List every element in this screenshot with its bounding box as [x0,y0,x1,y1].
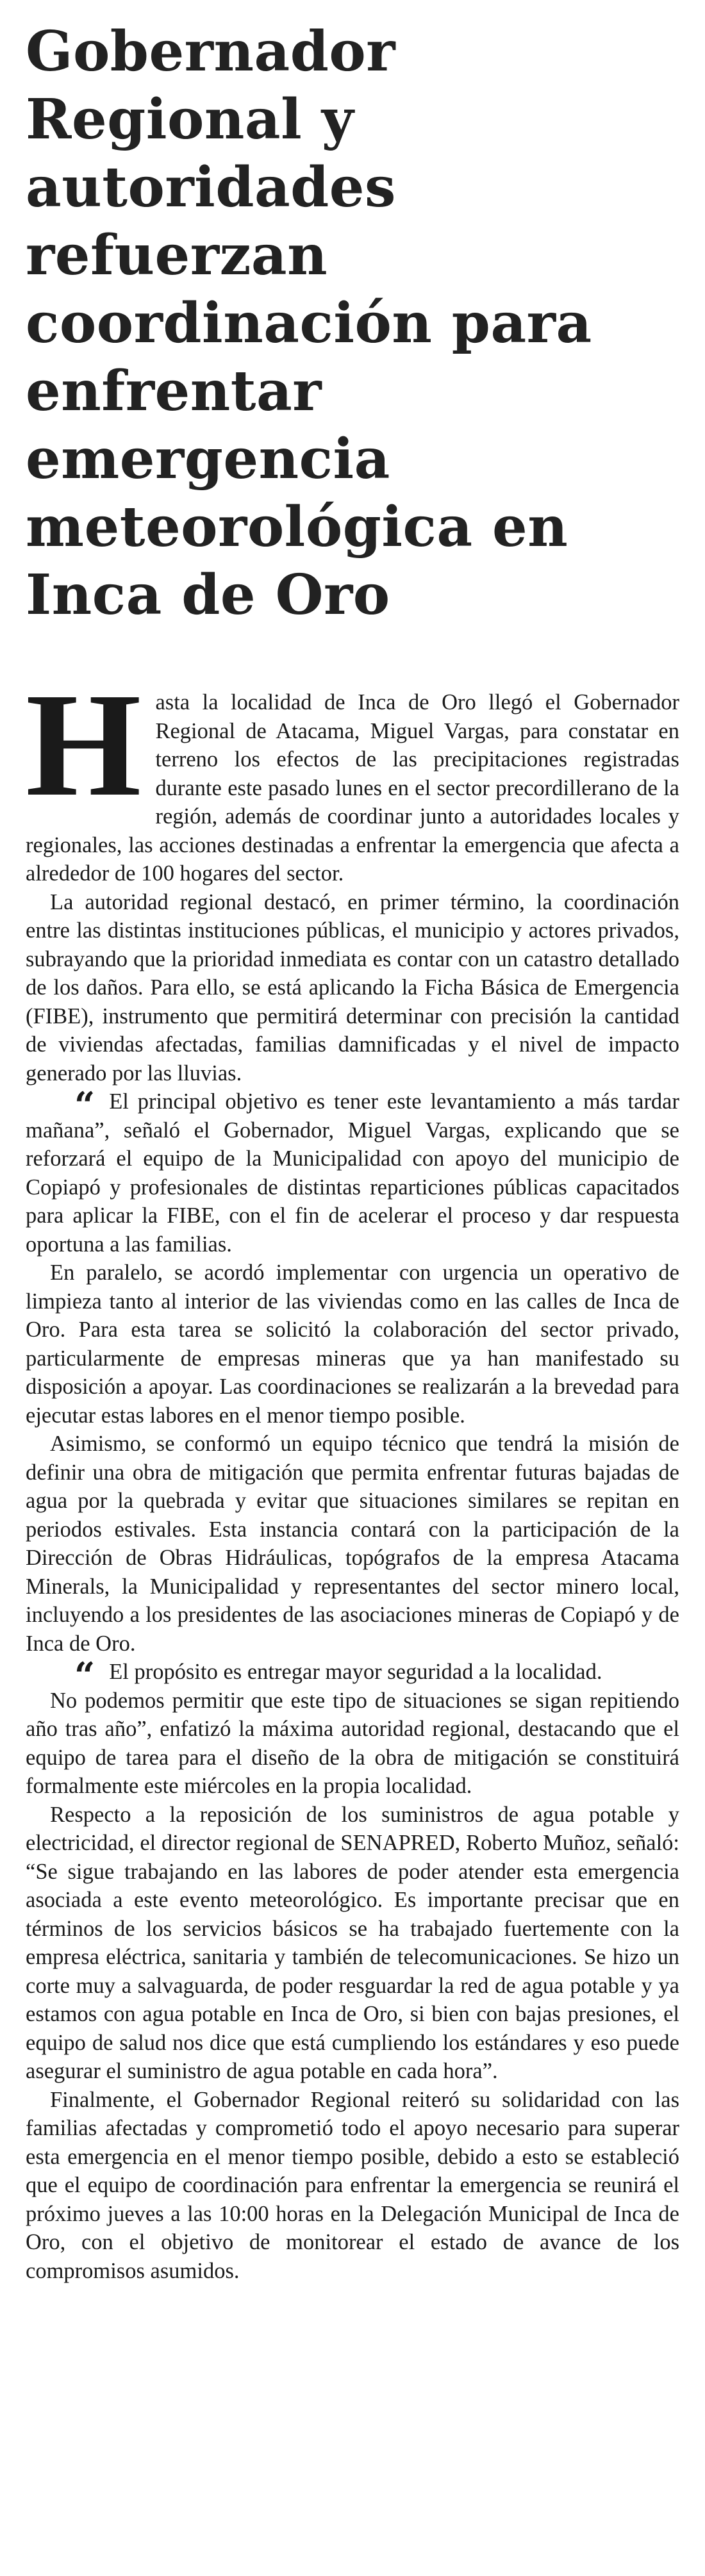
article-paragraph-7: No podemos permitir que este tipo de situaciones se sigan repitiendo año tras año”, enfatizó la máxima autoridad regional, destacando que el equipo de tarea para el diseño de la obra de mitigación se constituirá formalmente este miércoles en la propia localidad. [26,1688,679,1798]
article-paragraph-1 [26,663,679,888]
quote-mark-icon: “ [74,1655,95,1697]
article-headline: Gobernador Regional y autoridades refuerzan coordinación para enfrentar emergencia meteorológica en Inca de Oro [26,19,592,627]
article-paragraph-2: La autoridad regional destacó, en primer término, la coordinación entre las distintas instituciones públicas, el municipio y actores privados, subrayando que la prioridad inmediata es contar con un catastro detallado de los daños. Para ello, se está aplicando la Ficha Básica de Emergencia (FIBE), instrumento que permitirá determinar con precisión la cantidad de viviendas afectadas, familias damnificadas y el nivel de impacto generado por las lluvias. [26,889,679,1086]
article-paragraph-5: Asimismo, se conformó un equipo técnico que tendrá la misión de definir una obra de mitigación que permita enfrentar futuras bajadas de agua por la quebrada y evitar que situaciones similares se repitan en periodos estivales. Esta instancia contará con la participación de la Dirección de Obras Hidráulicas, topógrafos de la empresa Atacama Minerals, la Municipalidad y representantes del sector minero local, incluyendo a los presidentes de las asociaciones mineras de Copiapó y de Inca de Oro. [26,1432,679,1656]
article-body [26,663,679,2285]
paragraph-text: asta la localidad de Inca de Oro llegó el Gobernador Regional de Atacama, Miguel Vargas, para constatar en terreno los efectos de las precipitaciones registradas durante este pasado lunes en el sector precordillerano de la región, además de coordinar junto a autoridades locales y regionales, las acciones destinadas a enfrentar la emergencia que afecta a alrededor de 100 hogares del sector. [26,690,679,886]
quote-mark-icon: “ [74,1084,95,1127]
article-paragraph-3 [26,1084,679,1259]
article-paragraph-4: En paralelo, se acordó implementar con urgencia un operativo de limpieza tanto al interior de las viviendas como en las calles de Inca de Oro. Para esta tarea se solicitó la colaboración del sector privado, particularmente de empresas mineras que ya han manifestado su disposición a apoyar. Las coordinaciones se realizarán a la brevedad para ejecutar estas labores en el menor tiempo posible. [26,1260,679,1428]
drop-cap: H [26,663,142,827]
paragraph-text: El propósito es entregar mayor seguridad a la localidad. [109,1660,602,1684]
article-paragraph-9: Finalmente, el Gobernador Regional reiteró su solidaridad con las familias afectadas y comprometió todo el apoyo necesario para superar esta emergencia en el menor tiempo posible, debido a esto se estableció que el equipo de coordinación para enfrentar la emergencia se reunirá el próximo jueves a las 10:00 horas en la Delegación Municipal de Inca de Oro, con el objetivo de monitorear el estado de avance de los compromisos asumidos. [26,2087,679,2283]
paragraph-text: El principal objetivo es tener este levantamiento a más tardar mañana”, señaló el Gobernador, Miguel Vargas, explicando que se reforzará el equipo de la Municipalidad con apoyo del municipio de Copiapó y profesionales de distintas reparticiones públicas capacitados para aplicar la FIBE, con el fin de acelerar el proceso y dar respuesta oportuna a las familias. [26,1089,679,1257]
article-paragraph-6 [26,1655,679,1697]
article-paragraph-8: Respecto a la reposición de los suministros de agua potable y electricidad, el director regional de SENAPRED, Roberto Muñoz, señaló: “Se sigue trabajando en las labores de poder atender esta emergencia asociada a este evento meteorológico. Es importante precisar que en términos de los servicios básicos se ha trabajado fuertemente con la empresa eléctrica, sanitaria y también de telecomunicaciones. Se hizo un corte muy a salvaguarda, de poder resguardar la red de agua potable y ya estamos con agua potable en Inca de Oro, si bien con bajas presiones, el equipo de salud nos dice que está cumpliendo los estándares y eso puede asegurar el suministro de agua potable en cada hora”. [26,1802,679,2083]
